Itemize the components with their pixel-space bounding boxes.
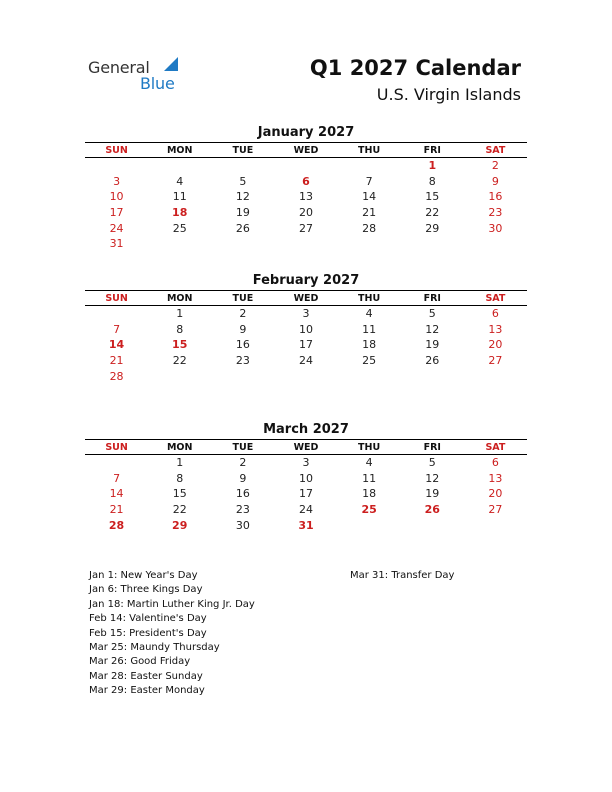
holiday-item: Mar 31: Transfer Day [350, 570, 455, 581]
weekday-label: MON [166, 442, 193, 453]
weekday-header [85, 142, 527, 158]
week-row [85, 471, 527, 487]
day-cell [274, 158, 337, 174]
day-cell: 9 [239, 322, 247, 336]
holiday-item: Mar 29: Easter Monday [89, 685, 205, 697]
day-cell: 14 [108, 338, 125, 352]
weekday-label: SUN [105, 442, 128, 453]
logo-text-blue: Blue [140, 74, 175, 93]
week-row [85, 322, 527, 338]
day-cell: 18 [362, 487, 377, 501]
holiday-list-column-1 [89, 569, 339, 699]
page-subtitle: U.S. Virgin Islands [376, 85, 521, 104]
day-cell [338, 158, 401, 174]
day-cell [148, 236, 211, 252]
page-title: Q1 2027 Calendar [309, 56, 521, 80]
day-cell: 10 [298, 322, 313, 336]
day-cell: 28 [362, 221, 377, 235]
day-cell: 16 [235, 487, 250, 501]
week-row [85, 205, 527, 221]
weekday-label: THU [358, 293, 381, 304]
day-cell [338, 518, 401, 534]
weekday-label: TUE [232, 145, 254, 156]
weekday-label: WED [293, 293, 319, 304]
day-cell [211, 369, 274, 385]
day-cell: 31 [298, 518, 314, 532]
day-cell: 30 [488, 221, 503, 235]
day-cell: 14 [109, 487, 124, 501]
day-cell: 27 [488, 503, 503, 517]
week-row [85, 518, 527, 534]
week-row [85, 158, 527, 174]
weekday-label: FRI [423, 293, 441, 304]
day-cell: 26 [424, 503, 440, 517]
weekday-label: SAT [485, 293, 506, 304]
day-cell [401, 236, 464, 252]
weekday-header [85, 439, 527, 455]
day-cell [464, 369, 527, 385]
day-cell: 4 [365, 456, 373, 469]
weekday-label: SUN [105, 145, 128, 156]
day-cell: 25 [362, 354, 377, 368]
day-cell [464, 236, 527, 252]
day-cell: 24 [298, 354, 313, 368]
day-cell: 17 [298, 338, 313, 352]
weekday-label: THU [358, 145, 381, 156]
day-cell: 11 [362, 471, 377, 485]
weekday-label: TUE [232, 293, 254, 304]
weekday-label: SAT [485, 442, 506, 453]
day-cell [464, 518, 527, 534]
logo [88, 54, 188, 94]
weekday-header [85, 290, 527, 306]
logo-text-general: General [88, 58, 150, 77]
day-cell [401, 518, 464, 534]
day-cell [274, 236, 337, 252]
weekday-label: WED [293, 442, 319, 453]
month-grid [85, 455, 527, 533]
day-cell: 16 [235, 338, 250, 352]
day-cell: 13 [298, 190, 313, 204]
holiday-item: Mar 26: Good Friday [89, 656, 191, 668]
day-cell: 6 [491, 307, 499, 320]
day-cell: 14 [362, 190, 377, 204]
weekday-label: SUN [105, 293, 128, 304]
day-cell: 5 [428, 307, 436, 320]
holiday-list-column-2 [350, 569, 530, 583]
day-cell: 17 [298, 487, 313, 501]
day-cell: 3 [302, 307, 310, 320]
holiday-item: Feb 14: Valentine's Day [89, 613, 207, 625]
month-march [85, 421, 527, 533]
day-cell: 23 [235, 503, 250, 517]
weekday-label: WED [293, 145, 319, 156]
month-title: March 2027 [263, 422, 349, 437]
day-cell: 5 [239, 174, 247, 188]
weekday-label: FRI [423, 442, 441, 453]
day-cell: 6 [302, 174, 310, 188]
day-cell: 8 [176, 471, 184, 485]
month-january [85, 124, 527, 252]
day-cell: 1 [428, 159, 437, 172]
day-cell [85, 306, 148, 322]
day-cell: 19 [425, 487, 440, 501]
day-cell: 15 [425, 190, 440, 204]
day-cell: 29 [172, 518, 188, 532]
day-cell: 20 [488, 487, 503, 501]
month-february [85, 272, 527, 384]
weekday-label: TUE [232, 442, 254, 453]
logo-flag-icon [164, 57, 178, 71]
day-cell: 19 [235, 206, 250, 220]
week-row [85, 306, 527, 322]
day-cell: 24 [109, 221, 124, 235]
day-cell: 3 [113, 174, 121, 188]
weekday-label: FRI [423, 145, 441, 156]
day-cell [338, 369, 401, 385]
day-cell: 31 [109, 237, 124, 251]
day-cell: 20 [488, 338, 503, 352]
day-cell: 3 [302, 456, 310, 469]
week-row [85, 455, 527, 471]
day-cell: 10 [109, 190, 124, 204]
day-cell: 4 [176, 174, 184, 188]
day-cell: 22 [425, 206, 440, 220]
holiday-item: Feb 15: President's Day [89, 627, 207, 639]
day-cell: 10 [298, 471, 313, 485]
day-cell: 23 [488, 206, 503, 220]
holiday-item: Jan 18: Martin Luther King Jr. Day [89, 598, 255, 610]
day-cell: 1 [176, 307, 184, 320]
day-cell: 18 [172, 206, 188, 220]
day-cell: 12 [425, 471, 440, 485]
week-row [85, 236, 527, 252]
month-title: February 2027 [252, 273, 360, 288]
week-row [85, 189, 527, 205]
week-row [85, 502, 527, 518]
day-cell: 4 [365, 307, 373, 320]
week-row [85, 174, 527, 190]
day-cell: 29 [425, 221, 440, 235]
weekday-label: MON [166, 293, 193, 304]
week-row [85, 221, 527, 237]
day-cell: 6 [491, 456, 499, 469]
day-cell: 15 [172, 487, 187, 501]
day-cell: 2 [239, 456, 247, 469]
day-cell: 11 [172, 190, 187, 204]
day-cell: 16 [488, 190, 503, 204]
day-cell [148, 158, 211, 174]
day-cell: 21 [109, 354, 124, 368]
day-cell: 28 [109, 369, 124, 383]
day-cell: 13 [488, 471, 503, 485]
day-cell: 19 [425, 338, 440, 352]
day-cell: 27 [488, 354, 503, 368]
holiday-item: Mar 28: Easter Sunday [89, 670, 203, 682]
day-cell [148, 369, 211, 385]
day-cell: 1 [176, 456, 184, 469]
day-cell: 23 [235, 354, 250, 368]
day-cell: 5 [428, 456, 436, 469]
week-row [85, 353, 527, 369]
day-cell: 11 [362, 322, 377, 336]
day-cell: 17 [109, 206, 124, 220]
day-cell [401, 369, 464, 385]
day-cell: 22 [172, 354, 187, 368]
month-title: January 2027 [257, 125, 355, 140]
week-row [85, 486, 527, 502]
day-cell: 2 [239, 307, 247, 320]
day-cell: 24 [298, 503, 313, 517]
day-cell: 13 [488, 322, 503, 336]
day-cell: 9 [491, 174, 499, 188]
day-cell [338, 236, 401, 252]
day-cell: 7 [365, 174, 373, 188]
weekday-label: MON [166, 145, 193, 156]
day-cell: 18 [362, 338, 377, 352]
day-cell: 22 [172, 503, 187, 517]
day-cell: 8 [176, 322, 184, 336]
weekday-label: THU [358, 442, 381, 453]
day-cell: 21 [109, 503, 124, 517]
day-cell: 27 [298, 221, 313, 235]
day-cell: 30 [235, 518, 250, 532]
day-cell: 25 [361, 503, 377, 517]
day-cell: 7 [113, 471, 121, 485]
holiday-item: Mar 25: Maundy Thursday [89, 641, 220, 653]
week-row [85, 337, 527, 353]
holiday-item: Jan 6: Three Kings Day [89, 584, 203, 596]
day-cell: 7 [113, 322, 121, 336]
month-grid [85, 158, 527, 252]
weekday-label: SAT [485, 145, 506, 156]
month-grid [85, 306, 527, 384]
day-cell [211, 236, 274, 252]
day-cell: 25 [172, 221, 187, 235]
day-cell [274, 369, 337, 385]
day-cell: 12 [425, 322, 440, 336]
day-cell: 28 [108, 518, 125, 532]
day-cell: 15 [172, 338, 188, 352]
day-cell: 26 [425, 354, 440, 368]
day-cell: 8 [428, 174, 436, 188]
day-cell: 21 [362, 206, 377, 220]
day-cell [85, 455, 148, 471]
day-cell: 2 [491, 159, 499, 172]
day-cell: 20 [298, 206, 313, 220]
day-cell: 9 [239, 471, 247, 485]
holiday-item: Jan 1: New Year's Day [89, 570, 198, 581]
day-cell [85, 158, 148, 174]
day-cell: 12 [235, 190, 250, 204]
day-cell [211, 158, 274, 174]
day-cell: 26 [235, 221, 250, 235]
week-row [85, 369, 527, 385]
